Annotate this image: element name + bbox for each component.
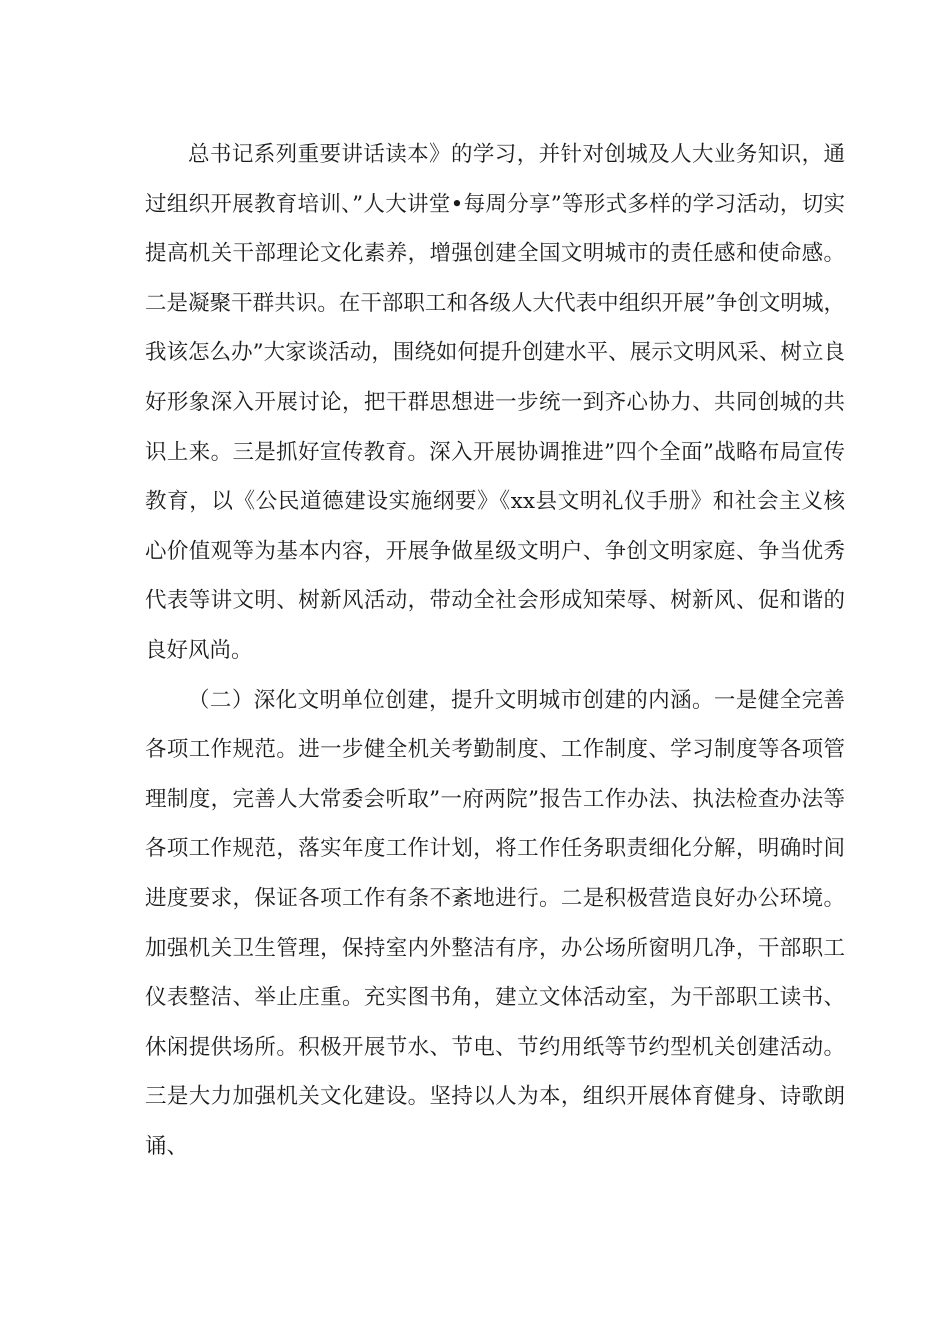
document-body (145, 130, 845, 1171)
paragraph-study-and-publicity: 总书记系列重要讲话读本》的学习，并针对创城及人大业务知识，通过组织开展教育培训、”人大讲堂•每周分享”等形式多样的学习活动，切实提高机关干部理论文化素养，增强创建全国文明城市的责任感和使命感。二是凝聚干群共识。在干部职工和各级人大代表中组织开展”争创文明城，我该怎么办”大家谈活动，围绕如何提升创建水平、展示文明风采、树立良好形象深入开展讨论，把干群思想进一步统一到齐心协力、共同创城的共识上来。三是抓好宣传教育。深入开展协调推进”四个全面”战略布局宣传教育，以《公民道德建设实施纲要》《xx县文明礼仪手册》和社会主义核心价值观等为基本内容，开展争做星级文明户、争创文明家庭、争当优秀代表等讲文明、树新风活动，带动全社会形成知荣辱、树新风、促和谐的良好风尚。 (145, 142, 845, 663)
paragraph-civilized-unit-creation: （二）深化文明单位创建，提升文明城市创建的内涵。一是健全完善各项工作规范。进一步健全机关考勤制度、工作制度、学习制度等各项管理制度，完善人大常委会听取”一府两院”报告工作办法、执法检查办法等各项工作规范，落实年度工作计划，将工作任务职责细化分解，明确时间进度要求，保证各项工作有条不紊地进行。二是积极营造良好办公环境。加强机关卫生管理，保持室内外整洁有序，办公场所窗明几净，干部职工仪表整洁、举止庄重。充实图书角，建立文体活动室，为干部职工读书、休闲提供场所。积极开展节水、节电、节约用纸等节约型机关创建活动。三是大力加强机关文化建设。坚持以人为本，组织开展体育健身、诗歌朗诵、 (145, 687, 845, 1159)
